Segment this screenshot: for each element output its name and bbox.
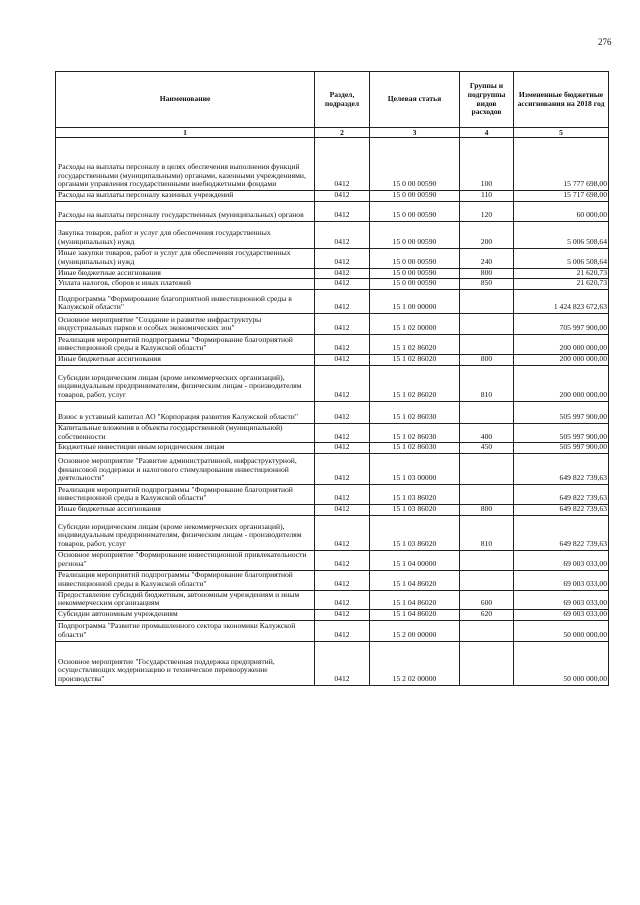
row-target: 15 2 02 00000 [370,641,460,685]
row-name: Уплата налогов, сборов и иных платежей [56,279,315,290]
row-target: 15 1 04 86020 [370,590,460,609]
table-row [56,314,609,335]
row-name: Основное мероприятие "Государственная поддержка предприятий, осуществляющих модернизацию и техническое перевооружение производства" [56,641,315,685]
header-name: Наименование [56,72,315,128]
header-groups: Группы и подгруппы видов расходов [460,72,514,128]
row-section: 0412 [315,484,370,504]
row-group [460,290,514,314]
row-target: 15 0 00 00590 [370,248,460,268]
row-section: 0412 [315,248,370,268]
row-section: 0412 [315,515,370,550]
row-section: 0412 [315,641,370,685]
row-section: 0412 [315,620,370,641]
row-amount: 649 822 739,63 [514,453,609,484]
row-name: Субсидии автономным учреждениям [56,610,315,621]
row-name: Расходы на выплаты персоналу государственных (муниципальных) органов [56,201,315,221]
row-target: 15 1 02 86020 [370,335,460,355]
row-target: 15 0 00 00590 [370,279,460,290]
row-name: Предоставление субсидий бюджетным, автономным учреждениям и иным некоммерческим организациям [56,590,315,609]
row-amount: 505 997 900,00 [514,443,609,454]
row-group: 810 [460,365,514,401]
table-row [56,550,609,570]
row-group: 600 [460,590,514,609]
table-row [56,484,609,504]
row-target: 15 1 03 86020 [370,515,460,550]
table-row [56,335,609,355]
row-amount: 69 003 033,00 [514,590,609,609]
row-section: 0412 [315,201,370,221]
row-amount: 15 777 698,00 [514,138,609,191]
row-group: 800 [460,355,514,366]
row-group [460,335,514,355]
row-name: Подпрограмма "Формирование благоприятной инвестиционной среды в Калужской области" [56,290,315,314]
row-section: 0412 [315,365,370,401]
table-row [56,570,609,590]
row-section: 0412 [315,453,370,484]
table-row [56,453,609,484]
table-row [56,365,609,401]
row-name: Взнос в уставный капитал АО "Корпорация развития Калужской области" [56,401,315,423]
row-target: 15 1 02 86020 [370,355,460,366]
row-amount: 69 003 033,00 [514,570,609,590]
row-target: 15 2 00 00000 [370,620,460,641]
row-amount: 50 000 000,00 [514,620,609,641]
row-amount: 69 003 033,00 [514,550,609,570]
row-amount: 21 620,73 [514,279,609,290]
row-name: Иные бюджетные ассигнования [56,355,315,366]
row-name: Капитальные вложения в объекты государственной (муниципальной) собственности [56,423,315,442]
table-row [56,590,609,609]
row-target: 15 0 00 00590 [370,201,460,221]
row-target: 15 1 02 86030 [370,423,460,442]
row-section: 0412 [315,610,370,621]
row-name: Расходы на выплаты персоналу казенных учреждений [56,191,315,202]
row-amount: 60 000,00 [514,201,609,221]
row-amount: 69 003 033,00 [514,610,609,621]
row-target: 15 1 04 86020 [370,570,460,590]
row-name: Основное мероприятие "Создание и развитие инфраструктуры индустриальных парков и особых экономических зон" [56,314,315,335]
header-amount: Измененные бюджетные ассигнования на 2018 год [514,72,609,128]
row-amount: 649 822 739,63 [514,504,609,515]
table-row [56,290,609,314]
row-section: 0412 [315,279,370,290]
row-name: Бюджетные инвестиции иным юридическим лицам [56,443,315,454]
row-amount: 50 000 000,00 [514,641,609,685]
row-target: 15 0 00 00590 [370,268,460,279]
row-target: 15 1 02 86030 [370,401,460,423]
table-row [56,504,609,515]
header-target: Целевая статья [370,72,460,128]
row-section: 0412 [315,401,370,423]
row-amount: 21 620,73 [514,268,609,279]
row-amount: 649 822 739,63 [514,515,609,550]
row-section: 0412 [315,290,370,314]
row-name: Субсидии юридическим лицам (кроме некоммерческих организаций), индивидуальным предпринимателям, физическим лицам - производителям товаров, работ, услуг [56,365,315,401]
row-group [460,641,514,685]
row-section: 0412 [315,423,370,442]
row-target: 15 1 04 86020 [370,610,460,621]
row-target: 15 1 02 86020 [370,365,460,401]
table-row [56,191,609,202]
row-group: 240 [460,248,514,268]
row-target: 15 0 00 00590 [370,191,460,202]
column-index-row [56,128,609,138]
table-row [56,515,609,550]
row-target: 15 1 02 00000 [370,314,460,335]
row-group [460,314,514,335]
row-name: Подпрограмма "Развитие промышленного сектора экономики Калужской области" [56,620,315,641]
table-row [56,268,609,279]
table-row [56,401,609,423]
page-number: 276 [598,37,612,47]
row-section: 0412 [315,550,370,570]
header-section: Раздел, подраздел [315,72,370,128]
row-name: Иные бюджетные ассигнования [56,268,315,279]
row-name: Реализация мероприятий подпрограммы "Формирование благоприятной инвестиционной среды в Калужской области" [56,570,315,590]
table-row [56,248,609,268]
row-section: 0412 [315,191,370,202]
row-group [460,401,514,423]
row-amount: 705 997 900,00 [514,314,609,335]
row-name: Основное мероприятие "Формирование инвестиционной привлекательности региона" [56,550,315,570]
row-section: 0412 [315,443,370,454]
row-target: 15 1 03 86020 [370,484,460,504]
row-section: 0412 [315,590,370,609]
row-amount: 200 000 000,00 [514,335,609,355]
row-group: 400 [460,423,514,442]
row-group [460,570,514,590]
table-row [56,221,609,248]
column-index: 4 [460,128,514,138]
table-row [56,443,609,454]
row-name: Основное мероприятие "Развитие административной, инфраструктурной, финансовой поддержки и налогового стимулирования инвестиционной деятельности" [56,453,315,484]
row-group: 810 [460,515,514,550]
row-target: 15 1 00 00000 [370,290,460,314]
row-group: 200 [460,221,514,248]
table-row [56,610,609,621]
row-group: 120 [460,201,514,221]
row-group: 850 [460,279,514,290]
row-group: 100 [460,138,514,191]
table-row [56,641,609,685]
row-target: 15 1 03 86020 [370,504,460,515]
row-target: 15 1 03 00000 [370,453,460,484]
table-row [56,201,609,221]
column-index: 1 [56,128,315,138]
row-amount: 649 822 739,63 [514,484,609,504]
row-name: Субсидии юридическим лицам (кроме некоммерческих организаций), индивидуальным предпринимателям, физическим лицам - производителям товаров, работ, услуг [56,515,315,550]
row-group [460,453,514,484]
row-target: 15 0 00 00590 [370,138,460,191]
table-row [56,423,609,442]
row-section: 0412 [315,335,370,355]
row-section: 0412 [315,221,370,248]
row-name: Иные бюджетные ассигнования [56,504,315,515]
table-row [56,279,609,290]
row-group: 110 [460,191,514,202]
row-amount: 200 000 000,00 [514,365,609,401]
column-index: 5 [514,128,609,138]
row-section: 0412 [315,355,370,366]
column-index: 2 [315,128,370,138]
row-name: Расходы на выплаты персоналу в целях обеспечения выполнения функций государственными (муниципальными) органами, казенными учреждениями, органами управления государственными внебюджетными фондами [56,138,315,191]
row-section: 0412 [315,314,370,335]
row-name: Реализация мероприятий подпрограммы "Формирование благоприятной инвестиционной среды в Калужской области" [56,484,315,504]
row-amount: 1 424 823 672,63 [514,290,609,314]
row-group [460,550,514,570]
row-group: 450 [460,443,514,454]
row-target: 15 1 04 00000 [370,550,460,570]
row-group: 620 [460,610,514,621]
row-amount: 5 006 508,64 [514,221,609,248]
row-group: 800 [460,504,514,515]
row-name: Реализация мероприятий подпрограммы "Формирование благоприятной инвестиционной среды в Калужской области" [56,335,315,355]
row-section: 0412 [315,504,370,515]
row-amount: 505 997 900,00 [514,423,609,442]
row-amount: 505 997 900,00 [514,401,609,423]
row-group [460,484,514,504]
row-section: 0412 [315,138,370,191]
column-index: 3 [370,128,460,138]
row-amount: 200 000 000,00 [514,355,609,366]
row-amount: 5 006 508,64 [514,248,609,268]
row-amount: 15 717 698,00 [514,191,609,202]
table-row [56,138,609,191]
row-target: 15 1 02 86030 [370,443,460,454]
row-group [460,620,514,641]
table-row [56,620,609,641]
row-name: Закупка товаров, работ и услуг для обеспечения государственных (муниципальных) нужд [56,221,315,248]
header-row [56,72,609,128]
row-target: 15 0 00 00590 [370,221,460,248]
table-row [56,355,609,366]
row-name: Иные закупки товаров, работ и услуг для обеспечения государственных (муниципальных) нужд [56,248,315,268]
row-section: 0412 [315,268,370,279]
table-body [56,138,609,686]
row-section: 0412 [315,570,370,590]
budget-table [55,71,609,686]
row-group: 800 [460,268,514,279]
